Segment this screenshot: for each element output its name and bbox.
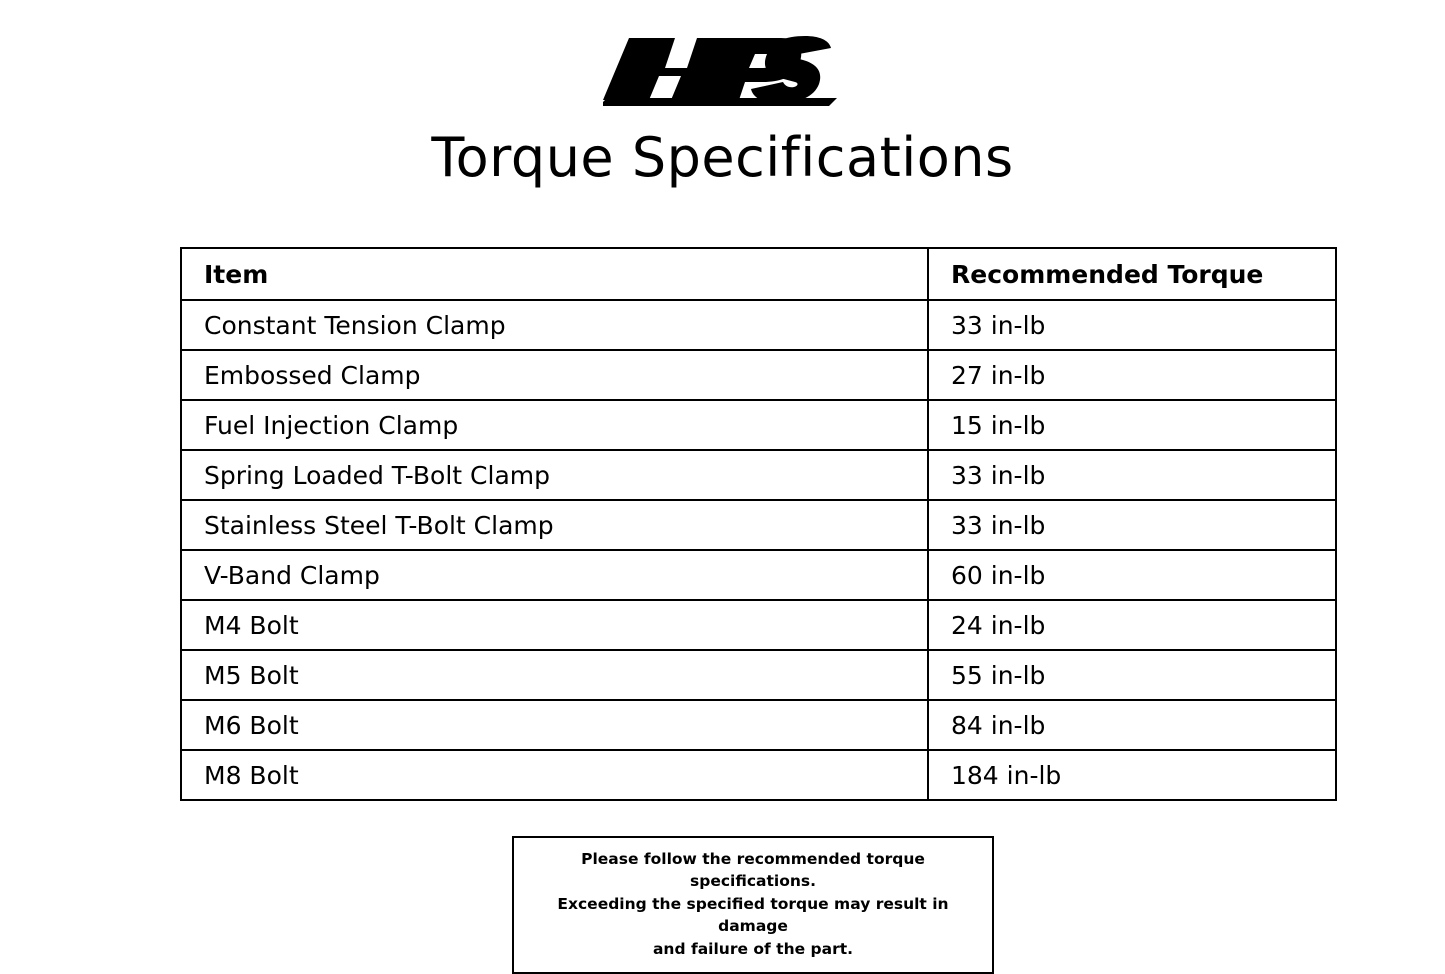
page-title: Torque Specifications — [431, 126, 1014, 189]
cell-item: Constant Tension Clamp — [181, 300, 928, 350]
cell-item: M8 Bolt — [181, 750, 928, 800]
cell-item: Fuel Injection Clamp — [181, 400, 928, 450]
cell-torque: 33 in-lb — [928, 500, 1336, 550]
cell-item: V-Band Clamp — [181, 550, 928, 600]
cell-torque: 27 in-lb — [928, 350, 1336, 400]
table-row — [181, 300, 1336, 350]
cell-torque: 15 in-lb — [928, 400, 1336, 450]
table-row — [181, 450, 1336, 500]
cell-item: M5 Bolt — [181, 650, 928, 700]
cell-torque: 24 in-lb — [928, 600, 1336, 650]
hps-logo-icon — [603, 30, 843, 110]
cell-torque: 84 in-lb — [928, 700, 1336, 750]
brand-logo — [0, 30, 1445, 120]
column-header-item: Item — [181, 248, 928, 300]
cell-torque: 55 in-lb — [928, 650, 1336, 700]
warning-note-box — [512, 836, 994, 974]
cell-item: M4 Bolt — [181, 600, 928, 650]
cell-torque: 33 in-lb — [928, 450, 1336, 500]
table-row — [181, 700, 1336, 750]
table-row — [181, 400, 1336, 450]
table-row — [181, 550, 1336, 600]
table-body — [181, 300, 1336, 800]
cell-torque: 184 in-lb — [928, 750, 1336, 800]
cell-torque: 33 in-lb — [928, 300, 1336, 350]
table-row — [181, 650, 1336, 700]
cell-torque: 60 in-lb — [928, 550, 1336, 600]
table-head — [181, 248, 1336, 300]
table-row — [181, 350, 1336, 400]
torque-table-container — [180, 247, 1287, 801]
cell-item: Spring Loaded T-Bolt Clamp — [181, 450, 928, 500]
cell-item: Stainless Steel T-Bolt Clamp — [181, 500, 928, 550]
table-header-row — [181, 248, 1336, 300]
note-line-1: Please follow the recommended torque specifications. — [581, 850, 925, 891]
table-row — [181, 750, 1336, 800]
note-line-3: and failure of the part. — [652, 939, 854, 958]
note-line-2: Exceeding the specified torque may result in damage — [557, 894, 949, 936]
table-row — [181, 600, 1336, 650]
torque-specifications-table — [180, 247, 1337, 801]
table-row — [181, 500, 1336, 550]
column-header-recommended-torque: Recommended Torque — [928, 248, 1336, 300]
cell-item: Embossed Clamp — [181, 350, 928, 400]
cell-item: M6 Bolt — [181, 700, 928, 750]
